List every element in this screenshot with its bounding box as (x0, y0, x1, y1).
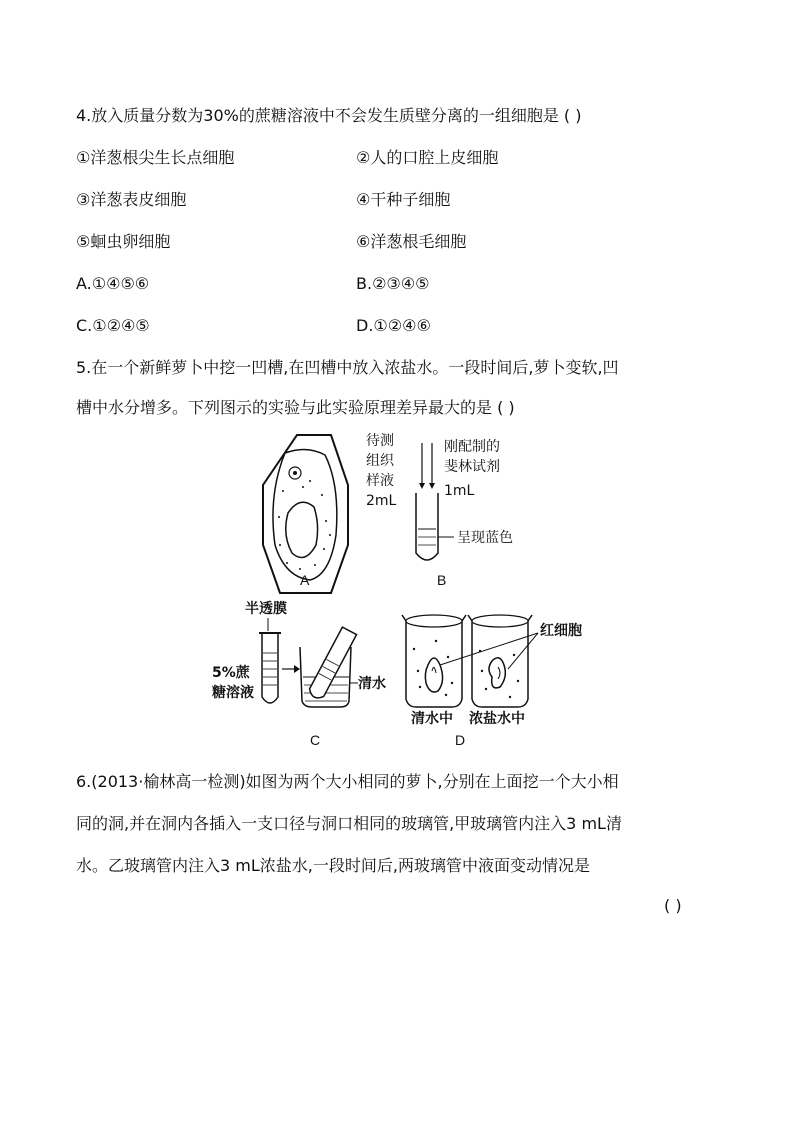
q4-item-6: ⑥洋葱根毛细胞 (356, 232, 467, 251)
panel-b-test-tube (366, 432, 513, 588)
panel-d-left-label: 清水中 (411, 711, 453, 727)
q5-stem-line1: 5.在一个新鲜萝卜中挖一凹槽,在凹槽中放入浓盐水。一段时间后,萝卜变软,凹 (76, 358, 619, 377)
q4-item-5: ⑤蛔虫卵细胞 (76, 232, 171, 251)
panel-b-left-label-4: 2mL (366, 493, 397, 509)
panel-b-left-label-3: 样液 (366, 473, 394, 489)
q4-choice-b: B.②③④⑤ (356, 274, 430, 293)
panel-c-solution-label-2: 糖溶液 (212, 685, 254, 701)
q4-choice-c: C.①②④⑤ (76, 316, 150, 335)
q4-item-2: ②人的口腔上皮细胞 (356, 148, 499, 167)
panel-b-left-label-2: 组织 (366, 453, 394, 469)
panel-b-result-label: 呈现蓝色 (457, 530, 513, 546)
panel-b-right-label-2: 斐林试剂 (444, 459, 500, 475)
panel-c-caption: C (310, 732, 321, 748)
panel-a-caption: A (300, 572, 310, 588)
panel-d-caption: D (455, 732, 466, 748)
panel-b-right-label-1: 刚配制的 (444, 439, 500, 455)
q4-item-1: ①洋葱根尖生长点细胞 (76, 148, 235, 167)
panel-c-membrane-label: 半透膜 (245, 601, 287, 617)
q4-item-3: ③洋葱表皮细胞 (76, 190, 187, 209)
q6-answer-blank: ( ) (664, 896, 682, 915)
q6-stem-line1: 6.(2013·榆林高一检测)如图为两个大小相同的萝卜,分别在上面挖一个大小相 (76, 772, 619, 791)
q4-choice-d: D.①②④⑥ (356, 316, 431, 335)
panel-c-osmosis (212, 600, 386, 748)
q6-stem-line2: 同的洞,并在洞内各插入一支口径与洞口相同的玻璃管,甲玻璃管内注入3 mL清 (76, 814, 622, 833)
q5-stem-line2: 槽中水分增多。下列图示的实验与此实验原理差异最大的是 ( ) (76, 398, 515, 417)
panel-d-cell-label: 红细胞 (540, 623, 582, 639)
panel-b-right-label-3: 1mL (444, 483, 475, 499)
panel-b-left-label-1: 待测 (366, 433, 394, 449)
q4-choice-a: A.①④⑤⑥ (76, 274, 150, 293)
panel-d-right-label: 浓盐水中 (469, 711, 525, 727)
panel-a-plant-cell (263, 435, 348, 593)
q4-stem: 4.放入质量分数为30%的蔗糖溶液中不会发生质壁分离的一组细胞是 ( ) (76, 106, 582, 125)
panel-b-caption: B (437, 572, 447, 588)
q4-item-4: ④干种子细胞 (356, 190, 451, 209)
q6-stem-line3: 水。乙玻璃管内注入3 mL浓盐水,一段时间后,两玻璃管中液面变动情况是 (76, 856, 590, 875)
panel-c-solution-label-1: 5%蔗 (212, 665, 250, 681)
q5-figure (0, 425, 794, 755)
panel-d-red-cells (402, 615, 582, 748)
panel-c-water-label: 清水 (358, 676, 386, 692)
